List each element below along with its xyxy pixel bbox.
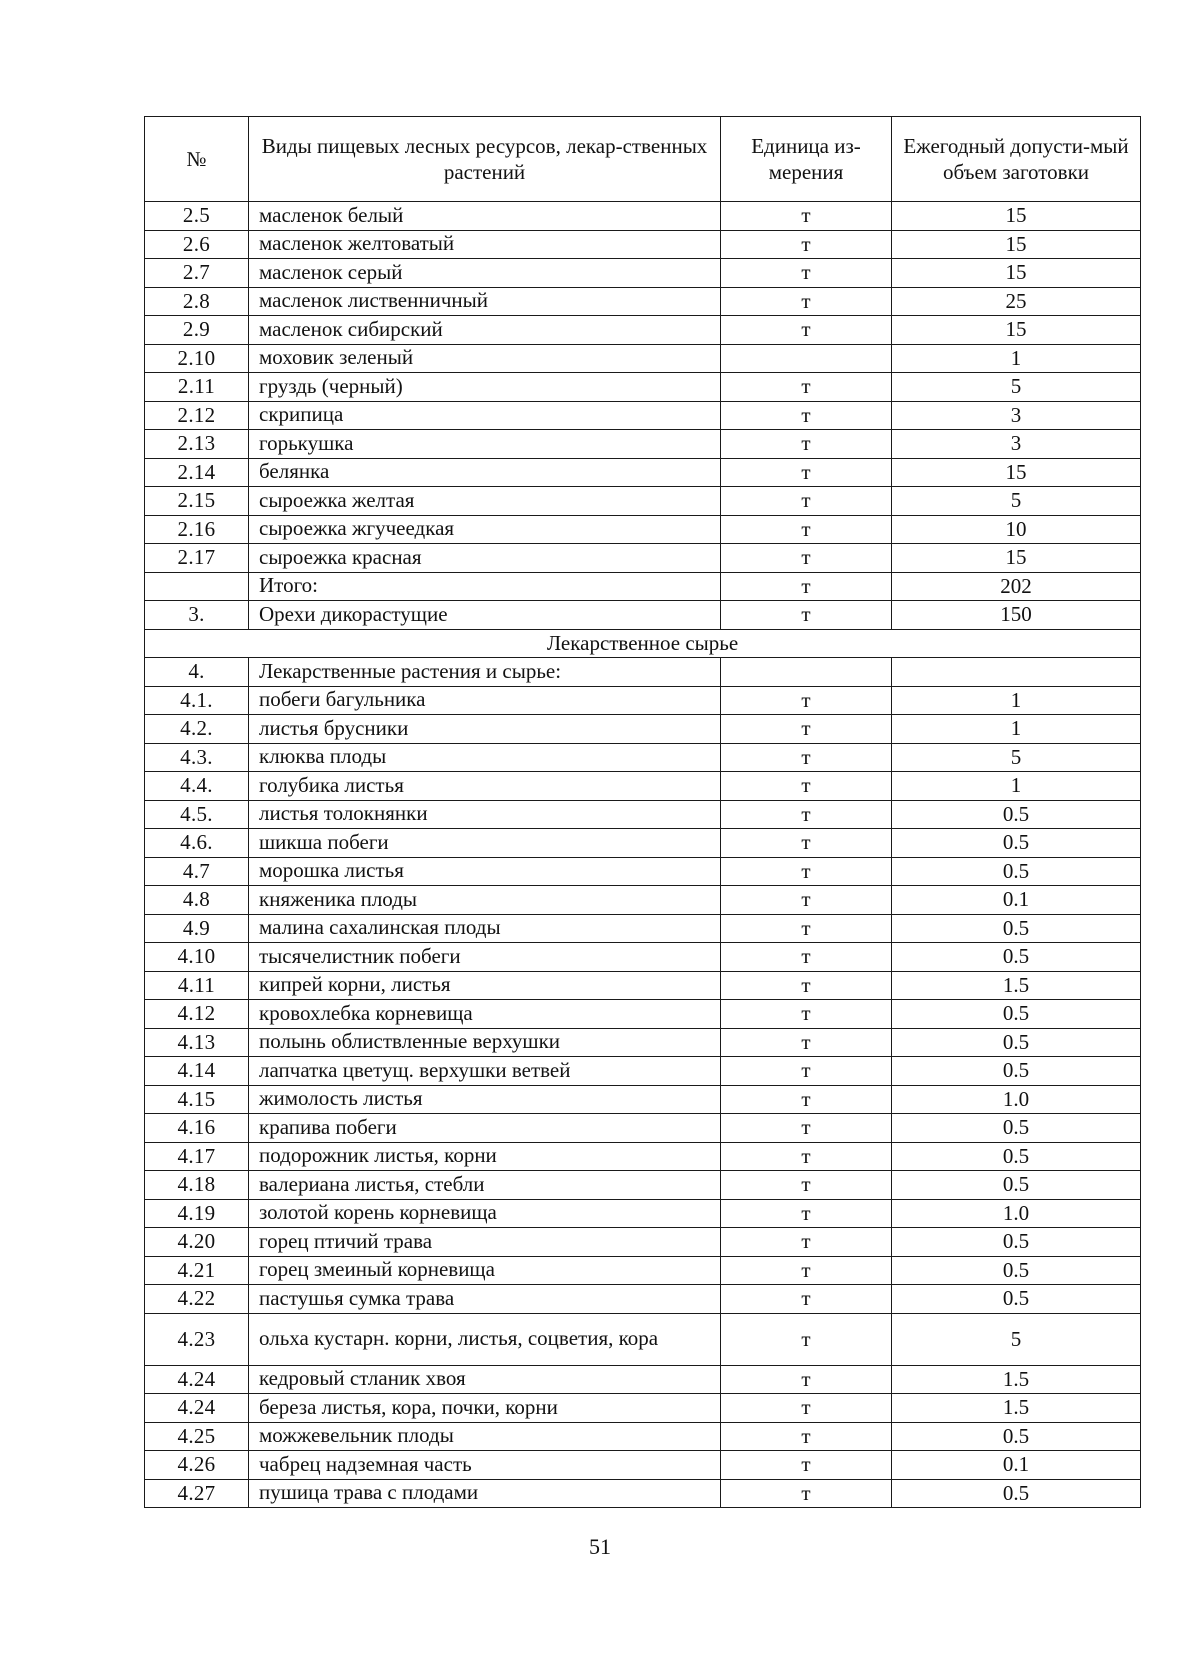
row-unit: т bbox=[721, 1114, 892, 1143]
row-name: моховик зеленый bbox=[249, 344, 721, 373]
row-volume: 3 bbox=[892, 430, 1141, 459]
row-number: 4.8 bbox=[145, 886, 249, 915]
row-name: береза листья, кора, почки, корни bbox=[249, 1394, 721, 1423]
row-volume: 25 bbox=[892, 287, 1141, 316]
row-name: можжевельник плоды bbox=[249, 1422, 721, 1451]
table-row bbox=[145, 1285, 1141, 1314]
row-name: масленок лиственничный bbox=[249, 287, 721, 316]
row-volume: 0.5 bbox=[892, 1256, 1141, 1285]
table-row bbox=[145, 1479, 1141, 1508]
section-title: Лекарственное сырье bbox=[145, 629, 1141, 658]
row-number: 2.5 bbox=[145, 202, 249, 231]
row-number: 4. bbox=[145, 658, 249, 687]
row-name: кровохлебка корневища bbox=[249, 1000, 721, 1029]
row-name: морошка листья bbox=[249, 857, 721, 886]
row-name: княженика плоды bbox=[249, 886, 721, 915]
row-number: 4.13 bbox=[145, 1028, 249, 1057]
table-row bbox=[145, 230, 1141, 259]
table-row bbox=[145, 202, 1141, 231]
row-name: сыроежка жгучеедкая bbox=[249, 515, 721, 544]
table-row bbox=[145, 1313, 1141, 1365]
row-name: пушица трава с плодами bbox=[249, 1479, 721, 1508]
row-unit: т bbox=[721, 829, 892, 858]
row-volume: 0.5 bbox=[892, 1028, 1141, 1057]
row-number: 4.10 bbox=[145, 943, 249, 972]
row-unit: т bbox=[721, 1171, 892, 1200]
row-name: горец змеиный корневища bbox=[249, 1256, 721, 1285]
row-unit: т bbox=[721, 1142, 892, 1171]
row-volume: 3 bbox=[892, 401, 1141, 430]
table-row bbox=[145, 1028, 1141, 1057]
table-row bbox=[145, 287, 1141, 316]
row-number: 4.7 bbox=[145, 857, 249, 886]
row-number: 4.24 bbox=[145, 1394, 249, 1423]
row-volume: 5 bbox=[892, 373, 1141, 402]
table-row bbox=[145, 743, 1141, 772]
row-name: Лекарственные растения и сырье: bbox=[249, 658, 721, 687]
header-num: № bbox=[145, 117, 249, 202]
row-number: 2.16 bbox=[145, 515, 249, 544]
table-row bbox=[145, 971, 1141, 1000]
row-number: 2.12 bbox=[145, 401, 249, 430]
row-unit bbox=[721, 658, 892, 687]
row-number: 2.15 bbox=[145, 487, 249, 516]
row-volume: 15 bbox=[892, 458, 1141, 487]
row-volume: 15 bbox=[892, 259, 1141, 288]
row-number: 2.6 bbox=[145, 230, 249, 259]
row-name: тысячелистник побеги bbox=[249, 943, 721, 972]
row-volume: 15 bbox=[892, 230, 1141, 259]
row-unit: т bbox=[721, 1394, 892, 1423]
row-unit: т bbox=[721, 1365, 892, 1394]
row-unit: т bbox=[721, 1422, 892, 1451]
row-number: 2.17 bbox=[145, 544, 249, 573]
row-volume bbox=[892, 658, 1141, 687]
page-number: 51 bbox=[589, 1534, 611, 1559]
table-row bbox=[145, 487, 1141, 516]
row-name: крапива побеги bbox=[249, 1114, 721, 1143]
table-row bbox=[145, 658, 1141, 687]
row-volume: 1 bbox=[892, 715, 1141, 744]
row-unit: т bbox=[721, 1313, 892, 1365]
row-name: листья брусники bbox=[249, 715, 721, 744]
row-number: 4.26 bbox=[145, 1451, 249, 1480]
row-unit: т bbox=[721, 544, 892, 573]
row-name: сыроежка желтая bbox=[249, 487, 721, 516]
row-unit: т bbox=[721, 601, 892, 630]
row-number: 2.10 bbox=[145, 344, 249, 373]
table-row bbox=[145, 601, 1141, 630]
table-row bbox=[145, 800, 1141, 829]
row-unit: т bbox=[721, 1285, 892, 1314]
row-volume: 0.1 bbox=[892, 1451, 1141, 1480]
row-unit: т bbox=[721, 772, 892, 801]
row-unit: т bbox=[721, 971, 892, 1000]
row-number: 4.22 bbox=[145, 1285, 249, 1314]
row-volume: 0.5 bbox=[892, 914, 1141, 943]
table-row bbox=[145, 1114, 1141, 1143]
row-number: 4.25 bbox=[145, 1422, 249, 1451]
table-header bbox=[145, 117, 1141, 202]
row-number: 4.27 bbox=[145, 1479, 249, 1508]
row-number: 2.9 bbox=[145, 316, 249, 345]
table-row bbox=[145, 1142, 1141, 1171]
row-number: 4.17 bbox=[145, 1142, 249, 1171]
row-number: 4.23 bbox=[145, 1313, 249, 1365]
row-unit: т bbox=[721, 401, 892, 430]
row-number: 4.6. bbox=[145, 829, 249, 858]
table-row bbox=[145, 544, 1141, 573]
table-row bbox=[145, 401, 1141, 430]
row-volume: 0.5 bbox=[892, 857, 1141, 886]
row-unit: т bbox=[721, 1228, 892, 1257]
table-row bbox=[145, 829, 1141, 858]
row-volume: 1.0 bbox=[892, 1199, 1141, 1228]
table-row bbox=[145, 1365, 1141, 1394]
resources-table bbox=[144, 116, 1141, 1508]
table-row bbox=[145, 857, 1141, 886]
row-name: валериана листья, стебли bbox=[249, 1171, 721, 1200]
table-row bbox=[145, 373, 1141, 402]
row-unit: т bbox=[721, 230, 892, 259]
row-name: клюква плоды bbox=[249, 743, 721, 772]
row-unit: т bbox=[721, 1199, 892, 1228]
row-volume: 5 bbox=[892, 1313, 1141, 1365]
row-number: 4.11 bbox=[145, 971, 249, 1000]
table-row bbox=[145, 1256, 1141, 1285]
row-volume: 5 bbox=[892, 743, 1141, 772]
table-row bbox=[145, 1228, 1141, 1257]
row-unit: т bbox=[721, 1479, 892, 1508]
row-name: чабрец надземная часть bbox=[249, 1451, 721, 1480]
row-number: 4.24 bbox=[145, 1365, 249, 1394]
table-row bbox=[145, 458, 1141, 487]
header-unit: Единица из-мерения bbox=[721, 117, 892, 202]
row-number: 4.18 bbox=[145, 1171, 249, 1200]
table-row bbox=[145, 1085, 1141, 1114]
row-volume: 0.5 bbox=[892, 1000, 1141, 1029]
row-number: 4.12 bbox=[145, 1000, 249, 1029]
table-row bbox=[145, 943, 1141, 972]
row-volume: 0.5 bbox=[892, 829, 1141, 858]
row-number: 2.8 bbox=[145, 287, 249, 316]
row-name: золотой корень корневища bbox=[249, 1199, 721, 1228]
row-number: 2.7 bbox=[145, 259, 249, 288]
row-name: кипрей корни, листья bbox=[249, 971, 721, 1000]
row-volume: 10 bbox=[892, 515, 1141, 544]
row-unit: т bbox=[721, 373, 892, 402]
row-name: ольха кустарн. корни, листья, соцветия, кора bbox=[249, 1313, 721, 1365]
row-number: 4.21 bbox=[145, 1256, 249, 1285]
row-unit: т bbox=[721, 287, 892, 316]
row-volume: 1.5 bbox=[892, 1365, 1141, 1394]
row-volume: 1 bbox=[892, 772, 1141, 801]
row-name: масленок белый bbox=[249, 202, 721, 231]
row-volume: 1 bbox=[892, 344, 1141, 373]
row-number: 4.2. bbox=[145, 715, 249, 744]
row-volume: 15 bbox=[892, 202, 1141, 231]
row-number: 4.15 bbox=[145, 1085, 249, 1114]
row-unit: т bbox=[721, 1256, 892, 1285]
row-name: малина сахалинская плоды bbox=[249, 914, 721, 943]
row-name: Итого: bbox=[249, 572, 721, 601]
row-name: Орехи дикорастущие bbox=[249, 601, 721, 630]
row-name: шикша побеги bbox=[249, 829, 721, 858]
row-name: скрипица bbox=[249, 401, 721, 430]
row-number: 4.3. bbox=[145, 743, 249, 772]
row-name: побеги багульника bbox=[249, 686, 721, 715]
table-row bbox=[145, 430, 1141, 459]
row-unit: т bbox=[721, 430, 892, 459]
row-unit: т bbox=[721, 800, 892, 829]
row-unit: т bbox=[721, 743, 892, 772]
row-name: горькушка bbox=[249, 430, 721, 459]
table-row bbox=[145, 344, 1141, 373]
row-volume: 0.5 bbox=[892, 1228, 1141, 1257]
row-unit: т bbox=[721, 1451, 892, 1480]
table-row bbox=[145, 1422, 1141, 1451]
row-volume: 0.5 bbox=[892, 1057, 1141, 1086]
row-name: полынь облиствленные верхушки bbox=[249, 1028, 721, 1057]
row-unit: т bbox=[721, 1057, 892, 1086]
row-name: листья толокнянки bbox=[249, 800, 721, 829]
row-unit: т bbox=[721, 259, 892, 288]
row-volume: 0.1 bbox=[892, 886, 1141, 915]
row-number: 2.11 bbox=[145, 373, 249, 402]
table-row bbox=[145, 1199, 1141, 1228]
row-number bbox=[145, 572, 249, 601]
row-number: 4.4. bbox=[145, 772, 249, 801]
row-number: 4.9 bbox=[145, 914, 249, 943]
table-row bbox=[145, 686, 1141, 715]
row-volume: 15 bbox=[892, 316, 1141, 345]
row-volume: 0.5 bbox=[892, 1114, 1141, 1143]
row-unit: т bbox=[721, 715, 892, 744]
row-unit: т bbox=[721, 857, 892, 886]
header-name: Виды пищевых лесных ресурсов, лекар-ственных растений bbox=[249, 117, 721, 202]
table-row bbox=[145, 914, 1141, 943]
row-number: 2.13 bbox=[145, 430, 249, 459]
row-number: 4.19 bbox=[145, 1199, 249, 1228]
row-volume: 1.5 bbox=[892, 1394, 1141, 1423]
row-volume: 1.5 bbox=[892, 971, 1141, 1000]
row-volume: 0.5 bbox=[892, 1479, 1141, 1508]
table-row bbox=[145, 515, 1141, 544]
row-name: кедровый стланик хвоя bbox=[249, 1365, 721, 1394]
row-unit: т bbox=[721, 1085, 892, 1114]
row-number: 2.14 bbox=[145, 458, 249, 487]
row-number: 3. bbox=[145, 601, 249, 630]
row-unit: т bbox=[721, 1000, 892, 1029]
row-volume: 0.5 bbox=[892, 1422, 1141, 1451]
row-volume: 0.5 bbox=[892, 800, 1141, 829]
row-unit: т bbox=[721, 914, 892, 943]
row-number: 4.5. bbox=[145, 800, 249, 829]
table-row bbox=[145, 1171, 1141, 1200]
table-row bbox=[145, 1451, 1141, 1480]
row-name: сыроежка красная bbox=[249, 544, 721, 573]
row-volume: 0.5 bbox=[892, 943, 1141, 972]
row-unit: т bbox=[721, 686, 892, 715]
row-volume: 0.5 bbox=[892, 1171, 1141, 1200]
row-volume: 150 bbox=[892, 601, 1141, 630]
table-row bbox=[145, 316, 1141, 345]
row-name: подорожник листья, корни bbox=[249, 1142, 721, 1171]
row-name: масленок желтоватый bbox=[249, 230, 721, 259]
row-unit: т bbox=[721, 886, 892, 915]
row-unit: т bbox=[721, 202, 892, 231]
row-name: масленок сибирский bbox=[249, 316, 721, 345]
row-unit bbox=[721, 344, 892, 373]
table-row bbox=[145, 572, 1141, 601]
table-row bbox=[145, 886, 1141, 915]
row-name: белянка bbox=[249, 458, 721, 487]
row-volume: 1 bbox=[892, 686, 1141, 715]
table-row bbox=[145, 715, 1141, 744]
table-row bbox=[145, 259, 1141, 288]
row-name: жимолость листья bbox=[249, 1085, 721, 1114]
row-unit: т bbox=[721, 1028, 892, 1057]
row-unit: т bbox=[721, 515, 892, 544]
row-unit: т bbox=[721, 572, 892, 601]
row-name: голубика листья bbox=[249, 772, 721, 801]
row-volume: 202 bbox=[892, 572, 1141, 601]
row-volume: 1.0 bbox=[892, 1085, 1141, 1114]
header-volume: Ежегодный допусти-мый объем заготовки bbox=[892, 117, 1141, 202]
row-name: лапчатка цветущ. верхушки ветвей bbox=[249, 1057, 721, 1086]
row-unit: т bbox=[721, 943, 892, 972]
row-number: 4.16 bbox=[145, 1114, 249, 1143]
table-row bbox=[145, 772, 1141, 801]
row-number: 4.14 bbox=[145, 1057, 249, 1086]
row-name: масленок серый bbox=[249, 259, 721, 288]
row-name: груздь (черный) bbox=[249, 373, 721, 402]
row-unit: т bbox=[721, 458, 892, 487]
row-unit: т bbox=[721, 316, 892, 345]
table-row bbox=[145, 1057, 1141, 1086]
row-name: горец птичий трава bbox=[249, 1228, 721, 1257]
row-volume: 5 bbox=[892, 487, 1141, 516]
row-volume: 15 bbox=[892, 544, 1141, 573]
table-body bbox=[145, 202, 1141, 1508]
row-unit: т bbox=[721, 487, 892, 516]
section-row bbox=[145, 629, 1141, 658]
row-volume: 0.5 bbox=[892, 1285, 1141, 1314]
table-row bbox=[145, 1000, 1141, 1029]
row-number: 4.1. bbox=[145, 686, 249, 715]
table-row bbox=[145, 1394, 1141, 1423]
row-volume: 0.5 bbox=[892, 1142, 1141, 1171]
row-number: 4.20 bbox=[145, 1228, 249, 1257]
row-name: пастушья сумка трава bbox=[249, 1285, 721, 1314]
